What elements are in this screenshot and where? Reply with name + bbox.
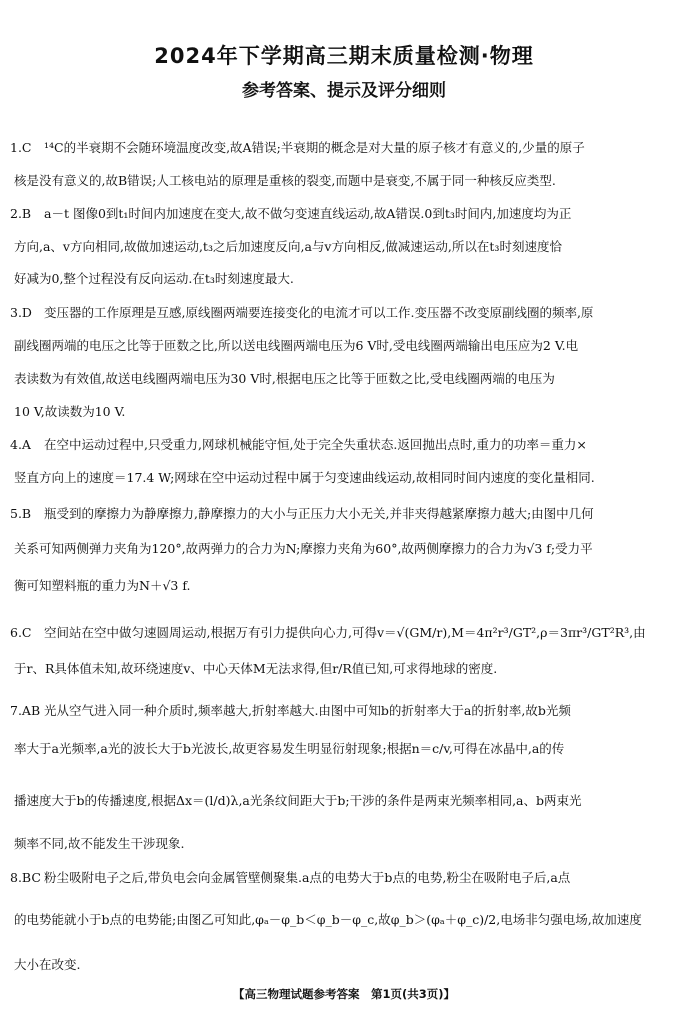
- answer-line: 衡可知塑料瓶的重力为N＋√3 f.: [14, 578, 191, 593]
- document-title: 2024年下学期高三期末质量检测·物理: [154, 44, 534, 68]
- answer-line: 关系可知两侧弹力夹角为120°,故两弹力的合力为N;摩擦力夹角为60°,故两侧摩擦力的合力为√3 f;受力平: [14, 541, 593, 556]
- answer-line: 副线圈两端的电压之比等于匝数之比,所以送电线圈两端电压为6 V时,受电线圈两端输出电压应为2 V.电: [14, 338, 579, 353]
- answer-line: [10, 625, 646, 641]
- answer-line: 10 V,故读数为10 V.: [14, 404, 126, 419]
- answer-number: 2.B: [10, 206, 32, 221]
- answer-text: 光从空气进入同一种介质时,频率越大,折射率越大.由图中可知b的折射率大于a的折射率,故b光频: [44, 703, 571, 718]
- answer-line: 大小在改变.: [14, 957, 81, 972]
- answer-line: 竖直方向上的速度＝17.4 W;网球在空中运动过程中属于匀变速曲线运动,故相同时间内速度的变化量相同.: [14, 470, 595, 485]
- answer-line: [10, 870, 570, 886]
- answer-line: [10, 206, 571, 222]
- answer-line: [10, 305, 593, 321]
- answer-line: 好减为0,整个过程没有反向运动.在t₃时刻速度最大.: [14, 271, 294, 286]
- answer-text: 粉尘吸附电子之后,带负电会向金属管壁侧聚集.a点的电势大于b点的电势,粉尘在吸附电子后,a点: [44, 870, 571, 885]
- answer-text: a－t 图像0到t₁时间内加速度在变大,故不做匀变速直线运动,故A错误.0到t₃时间内,加速度均为正: [44, 206, 572, 221]
- answer-line: [10, 506, 594, 522]
- answer-line: 表读数为有效值,故送电线圈两端电压为30 V时,根据电压之比等于匝数之比,受电线圈两端的电压为: [14, 371, 555, 386]
- answer-number: 1.C: [10, 140, 32, 155]
- document-subtitle: 参考答案、提示及评分细则: [242, 81, 446, 101]
- answer-number: 4.A: [10, 437, 31, 452]
- answer-number: 8.BC: [10, 870, 41, 885]
- answer-text: 变压器的工作原理是互感,原线圈两端要连接变化的电流才可以工作.变压器不改变原副线圈的频率,原: [44, 305, 594, 320]
- answer-line: 率大于a光频率,a光的波长大于b光波长,故更容易发生明显衍射现象;根据n＝c/v,可得在冰晶中,a的传: [14, 741, 565, 756]
- answer-line: [10, 703, 571, 719]
- answer-line: 的电势能就小于b点的电势能;由图乙可知此,φₐ－φ_b＜φ_b－φ_c,故φ_b＞(φₐ＋φ_c)/2,电场非匀强电场,故加速度: [14, 912, 642, 927]
- answer-text: ¹⁴C的半衰期不会随环境温度改变,故A错误;半衰期的概念是对大量的原子核才有意义的,少量的原子: [44, 140, 585, 155]
- answer-number: 5.B: [10, 506, 32, 521]
- answer-number: 6.C: [10, 625, 32, 640]
- answer-text: 空间站在空中做匀速圆周运动,根据万有引力提供向心力,可得v＝√(GM/r),M＝4π²r³/GT²,ρ＝3πr³/GT²R³,由: [44, 625, 646, 640]
- answer-number: 7.AB: [10, 703, 41, 718]
- answer-line: 播速度大于b的传播速度,根据Δx＝(l/d)λ,a光条纹间距大于b;干涉的条件是两束光频率相同,a、b两束光: [14, 793, 582, 808]
- answer-line: [10, 140, 585, 156]
- answer-text: 瓶受到的摩擦力为静摩擦力,静摩擦力的大小与正压力大小无关,并非夹得越紧摩擦力越大;由图中几何: [44, 506, 594, 521]
- page-footer: 【高三物理试题参考答案 第1页(共3页)】: [232, 987, 455, 1001]
- answer-line: 方向,a、v方向相同,故做加速运动,t₃之后加速度反向,a与v方向相反,做减速运动,所以在t₃时刻速度恰: [14, 239, 562, 254]
- answer-line: 于r、R具体值未知,故环绕速度v、中心天体M无法求得,但r/R值已知,可求得地球的密度.: [14, 661, 498, 676]
- answer-text: 在空中运动过程中,只受重力,网球机械能守恒,处于完全失重状态.返回抛出点时,重力的功率＝重力×: [44, 437, 587, 452]
- answer-line: [10, 437, 587, 453]
- answer-line: 核是没有意义的,故B错误;人工核电站的原理是重核的裂变,而题中是衰变,不属于同一种核反应类型.: [14, 173, 556, 188]
- answer-line: 频率不同,故不能发生干涉现象.: [14, 836, 185, 851]
- answer-number: 3.D: [10, 305, 32, 320]
